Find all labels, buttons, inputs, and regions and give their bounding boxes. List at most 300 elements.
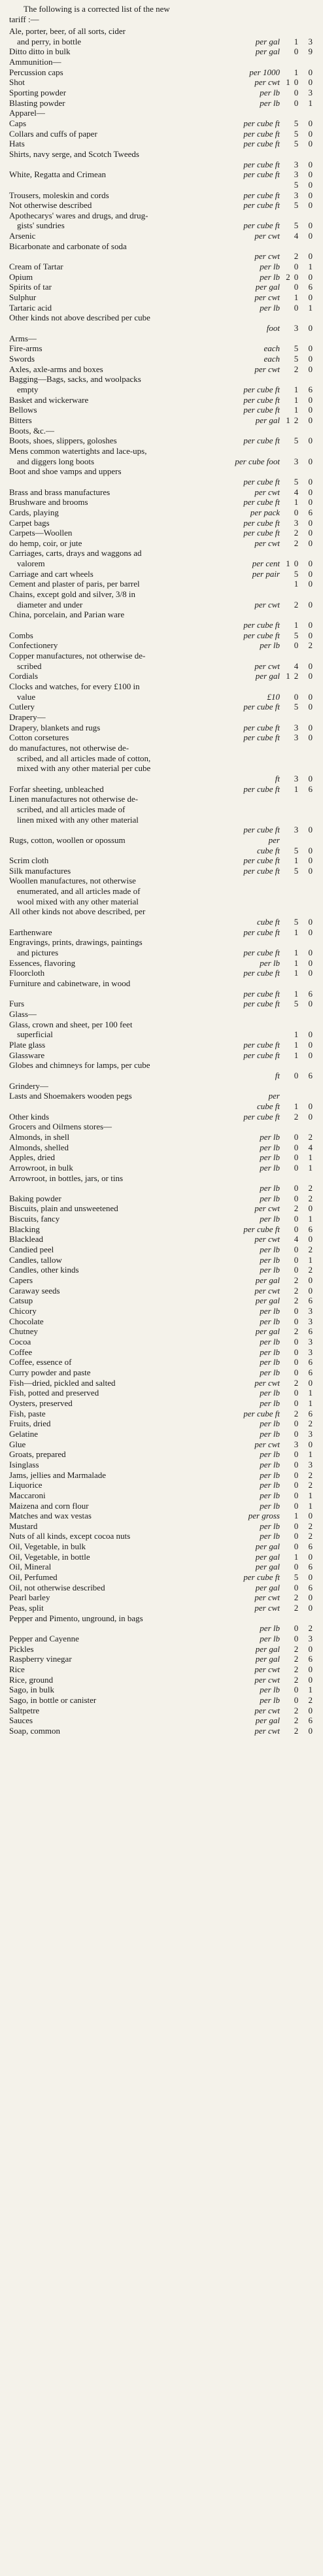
- tariff-duty: 0 2: [294, 1520, 316, 1531]
- tariff-duty: 3 0: [294, 169, 316, 180]
- tariff-duty: 3 0: [294, 159, 316, 169]
- tariff-item: gists' sundries: [17, 220, 65, 231]
- tariff-item: Shot: [9, 77, 25, 88]
- tariff-item: wool mixed with any other material: [17, 896, 139, 906]
- tariff-unit: per: [268, 834, 280, 845]
- tariff-row: [9, 313, 316, 323]
- tariff-unit: per lb: [260, 1183, 280, 1194]
- tariff-row: [9, 1634, 316, 1644]
- tariff-row: [9, 1439, 316, 1450]
- tariff-row: [9, 200, 316, 211]
- tariff-row: [9, 354, 316, 364]
- tariff-row: [9, 528, 316, 538]
- tariff-row: [9, 1490, 316, 1501]
- tariff-item: Forfar sheeting, unbleached: [9, 783, 104, 794]
- tariff-item: Mens common watertights and lace-ups,: [9, 445, 147, 456]
- tariff-item: Fish—dried, pickled and salted: [9, 1377, 116, 1388]
- tariff-row: [9, 548, 316, 558]
- tariff-row: [9, 702, 316, 712]
- tariff-row: [9, 1224, 316, 1235]
- tariff-unit: each: [264, 354, 280, 364]
- tariff-duty: 1 0: [294, 1551, 316, 1562]
- tariff-row: [9, 343, 316, 354]
- tariff-item: Basket and wickerware: [9, 394, 89, 405]
- tariff-item: Curry powder and paste: [9, 1367, 91, 1377]
- tariff-row: [9, 569, 316, 579]
- tariff-unit: per lb: [260, 1357, 280, 1367]
- tariff-item: Arsenic: [9, 231, 36, 241]
- tariff-item: Brushware and brooms: [9, 497, 88, 507]
- tariff-item: Earthenware: [9, 927, 52, 937]
- tariff-item: Oil, not otherwise described: [9, 1582, 105, 1592]
- tariff-item: Boots, &c.—: [9, 425, 54, 436]
- tariff-duty: 0 6: [294, 282, 316, 292]
- tariff-unit: per cube ft: [243, 1408, 280, 1418]
- tariff-item: Apothecarys' wares and drugs, and drug-: [9, 210, 148, 220]
- tariff-unit: per cube ft: [243, 220, 280, 231]
- tariff-duty: 1 0: [294, 579, 316, 589]
- tariff-row: [9, 1572, 316, 1583]
- tariff-row: [9, 1337, 316, 1347]
- tariff-duty: 0 3: [294, 87, 316, 97]
- tariff-duty: 5 0: [294, 999, 316, 1009]
- tariff-duty: 1 0: [294, 497, 316, 507]
- tariff-duty: 2 0: [294, 538, 316, 548]
- tariff-unit: per lb: [260, 1520, 280, 1531]
- tariff-item: Grocers and Oilmens stores—: [9, 1122, 112, 1132]
- tariff-item: value: [17, 691, 36, 702]
- tariff-item: Collars and cuffs of paper: [9, 128, 97, 139]
- tariff-item: Other kinds not above described per cube: [9, 313, 150, 323]
- tariff-unit: per cube ft: [243, 825, 280, 835]
- tariff-item: Rugs, cotton, woollen or opossum: [9, 834, 126, 845]
- tariff-row: [9, 1234, 316, 1245]
- tariff-item: Sulphur: [9, 292, 37, 303]
- tariff-unit: per lb: [260, 1469, 280, 1480]
- intro-line-continued: tariff :—: [9, 14, 39, 24]
- section-heading: [9, 108, 316, 118]
- tariff-duty: 1 6: [294, 988, 316, 999]
- tariff-row: [9, 937, 316, 948]
- tariff-duty: 0 1: [294, 1490, 316, 1500]
- tariff-item: valorem: [17, 558, 45, 569]
- tariff-row: [9, 579, 316, 589]
- tariff-item: Essences, flavoring: [9, 957, 76, 968]
- tariff-unit: ft: [275, 773, 280, 783]
- tariff-row: [9, 507, 316, 518]
- section-heading: [9, 1122, 316, 1132]
- tariff-item: Sago, in bottle or canister: [9, 1694, 97, 1705]
- tariff-duty: 2 0: [294, 1643, 316, 1654]
- tariff-row: [9, 1480, 316, 1490]
- tariff-row: [9, 589, 316, 600]
- tariff-duty: 0 1: [294, 1449, 316, 1460]
- tariff-duty: 1 0: [294, 292, 316, 303]
- tariff-item: Biscuits, fancy: [9, 1214, 60, 1224]
- tariff-duty: 0 4: [294, 1142, 316, 1152]
- tariff-duty: 0 2: [294, 640, 316, 651]
- tariff-row: [9, 1583, 316, 1593]
- tariff-item: Apparel—: [9, 108, 45, 118]
- tariff-item: Candles, other kinds: [9, 1265, 79, 1275]
- tariff-row: [9, 784, 316, 795]
- tariff-item: Chicory: [9, 1306, 37, 1316]
- tariff-item: superficial: [17, 1029, 53, 1040]
- tariff-duty: 0 2: [294, 1469, 316, 1480]
- tariff-duty: 1 0: [294, 67, 316, 77]
- tariff-unit: per cwt: [254, 1234, 280, 1245]
- tariff-unit: per cube ft: [243, 865, 280, 876]
- tariff-duty: 5 0: [294, 476, 316, 487]
- tariff-unit: per: [268, 1091, 280, 1101]
- tariff-duty: 2 6: [294, 1326, 316, 1337]
- tariff-duty: 3 0: [294, 323, 316, 334]
- tariff-unit: per cube ft: [243, 1039, 280, 1050]
- tariff-item: Opium: [9, 271, 33, 282]
- tariff-duty: 0 2: [294, 1694, 316, 1705]
- tariff-unit: per cube ft: [243, 1111, 280, 1122]
- tariff-duty: 0 6: [294, 1541, 316, 1552]
- tariff-row: [9, 1286, 316, 1296]
- tariff-row: [9, 211, 316, 221]
- tariff-item: Sago, in bulk: [9, 1685, 54, 1695]
- tariff-item: Caraway seeds: [9, 1285, 60, 1296]
- tariff-duty: 1 0: [294, 1039, 316, 1050]
- tariff-row: [9, 1255, 316, 1265]
- tariff-duty: 5 0: [294, 865, 316, 876]
- tariff-duty: 0 1: [294, 1685, 316, 1695]
- tariff-row: [9, 1265, 316, 1275]
- tariff-item: Hats: [9, 139, 25, 149]
- tariff-duty: 3 0: [294, 773, 316, 783]
- tariff-item: Apples, dried: [9, 1152, 56, 1163]
- tariff-item: Trousers, moleskin and cords: [9, 190, 109, 200]
- section-heading: [9, 1009, 316, 1020]
- tariff-item: Rice: [9, 1664, 25, 1674]
- tariff-row: [9, 978, 316, 989]
- tariff-duty: 2 0: [294, 1592, 316, 1603]
- tariff-item: Clocks and watches, for every £100 in: [9, 681, 140, 691]
- tariff-unit: per lb: [260, 1459, 280, 1469]
- tariff-unit: per lb: [260, 1254, 280, 1265]
- tariff-item: Globes and chimneys for lamps, per cube: [9, 1060, 150, 1071]
- tariff-unit: per cube ft: [243, 855, 280, 866]
- tariff-unit: per cwt: [254, 1439, 280, 1449]
- tariff-item: Mustard: [9, 1520, 38, 1531]
- tariff-row: [9, 825, 316, 835]
- tariff-duty: 0 3: [294, 1347, 316, 1357]
- tariff-item: Glassware: [9, 1050, 45, 1060]
- tariff-item: Raspberry vinegar: [9, 1654, 72, 1664]
- tariff-item: Isinglass: [9, 1459, 39, 1469]
- tariff-unit: per cube ft: [243, 497, 280, 507]
- tariff-item: Chains, except gold and silver, 3/8 in: [9, 589, 136, 600]
- tariff-item: Fruits, dried: [9, 1418, 51, 1429]
- tariff-unit: per lb: [260, 1265, 280, 1275]
- tariff-item: Pepper and Cayenne: [9, 1634, 79, 1644]
- tariff-unit: per gal: [255, 1715, 280, 1726]
- tariff-item: Percussion caps: [9, 67, 63, 77]
- tariff-item: Maccaroni: [9, 1490, 46, 1500]
- tariff-duty: 0 2: [294, 1183, 316, 1194]
- tariff-row: [9, 1592, 316, 1603]
- tariff-duty: 0 1: [294, 1398, 316, 1408]
- tariff-duty: 0 3: [294, 1428, 316, 1439]
- tariff-unit: per gal: [255, 415, 280, 425]
- tariff-row: [9, 1029, 316, 1040]
- tariff-unit: per cube ft: [243, 630, 280, 640]
- tariff-row: [9, 118, 316, 129]
- tariff-row: [9, 139, 316, 149]
- tariff-unit: per cwt: [254, 231, 280, 241]
- tariff-unit: per cube foot: [235, 456, 280, 466]
- tariff-duty: 3 0: [294, 456, 316, 466]
- tariff-duty: 2 0: [294, 1377, 316, 1388]
- tariff-row: [9, 640, 316, 651]
- tariff-unit: per gal: [255, 1562, 280, 1572]
- tariff-unit: per cwt: [254, 1603, 280, 1613]
- tariff-item: Almonds, in shell: [9, 1131, 70, 1142]
- tariff-item: Candied peel: [9, 1245, 54, 1255]
- tariff-duty: 3 0: [294, 732, 316, 743]
- tariff-row: [9, 1040, 316, 1050]
- tariff-item: Pearl barley: [9, 1592, 50, 1603]
- tariff-row: [9, 477, 316, 487]
- tariff-unit: per 1000: [249, 67, 280, 77]
- tariff-row: [9, 1664, 316, 1675]
- tariff-row: [9, 231, 316, 241]
- tariff-row: [9, 948, 316, 958]
- tariff-row: [9, 917, 316, 927]
- tariff-duty: 0 1: [294, 97, 316, 108]
- tariff-row: [9, 1326, 316, 1337]
- tariff-duty: 5 0: [294, 179, 316, 190]
- tariff-duty: 0 6: [294, 507, 316, 517]
- tariff-duty: 5 0: [294, 343, 316, 354]
- tariff-row: [9, 149, 316, 160]
- tariff-row: [9, 794, 316, 804]
- tariff-unit: per gal: [255, 1654, 280, 1664]
- tariff-item: Lasts and Shoemakers wooden pegs: [9, 1091, 132, 1101]
- tariff-row: [9, 1398, 316, 1409]
- tariff-row: [9, 1613, 316, 1624]
- tariff-duty: 2 0: [294, 1664, 316, 1674]
- tariff-unit: per lb: [260, 262, 280, 272]
- tariff-duty: 2 0: [294, 1725, 316, 1736]
- tariff-item: Caps: [9, 118, 26, 128]
- tariff-duty: 2 6: [294, 1296, 316, 1306]
- tariff-item: Rice, ground: [9, 1674, 54, 1685]
- tariff-row: [9, 436, 316, 446]
- tariff-item: Oil, Vegetable, in bottle: [9, 1551, 90, 1562]
- tariff-unit: per cube ft: [243, 139, 280, 149]
- tariff-row: [9, 1316, 316, 1327]
- tariff-item: Biscuits, plain and unsweetened: [9, 1203, 118, 1214]
- tariff-unit: per cwt: [254, 251, 280, 262]
- tariff-item: Liquorice: [9, 1480, 42, 1490]
- tariff-unit: per lb: [260, 640, 280, 651]
- tariff-row: [9, 303, 316, 313]
- tariff-duty: 1 0: [294, 1511, 316, 1521]
- tariff-duty: 1 6: [294, 384, 316, 394]
- tariff-item: Candles, tallow: [9, 1254, 62, 1265]
- tariff-unit: per cube ft: [243, 436, 280, 446]
- tariff-item: Almonds, shelled: [9, 1142, 69, 1152]
- tariff-row: [9, 1163, 316, 1173]
- tariff-duty: 3 0: [294, 190, 316, 200]
- tariff-unit: per lb: [260, 1480, 280, 1490]
- tariff-row: [9, 763, 316, 774]
- tariff-row: [9, 190, 316, 201]
- tariff-item: Cutlery: [9, 702, 35, 712]
- tariff-item: empty: [17, 384, 39, 394]
- tariff-unit: per cube ft: [243, 528, 280, 538]
- tariff-unit: per cube ft: [243, 968, 280, 978]
- tariff-row: [9, 1378, 316, 1388]
- tariff-row: [9, 1183, 316, 1194]
- tariff-unit: per lb: [260, 1214, 280, 1224]
- tariff-item: mixed with any other material per cube: [17, 763, 151, 774]
- tariff-duty: 0 1: [294, 262, 316, 272]
- tariff-row: [9, 446, 316, 456]
- tariff-duty: 1 0: [294, 948, 316, 958]
- tariff-duty: 2 0: [294, 1203, 316, 1214]
- tariff-unit: per cube ft: [243, 1224, 280, 1234]
- tariff-row: [9, 220, 316, 231]
- tariff-row: [9, 1449, 316, 1460]
- tariff-item: Shirts, navy serge, and Scotch Tweeds: [9, 148, 139, 159]
- tariff-row: [9, 968, 316, 978]
- tariff-unit: per cube ft: [243, 702, 280, 712]
- tariff-row: [9, 77, 316, 88]
- tariff-row: [9, 927, 316, 938]
- tariff-row: [9, 610, 316, 620]
- tariff-row: [9, 866, 316, 876]
- tariff-row: [9, 753, 316, 764]
- tariff-duty: 0 3: [294, 1634, 316, 1644]
- intro-line: The following is a corrected list of the new: [24, 4, 170, 14]
- tariff-item: Ale, porter, beer, of all sorts, cider: [9, 26, 126, 36]
- tariff-duty: 2 0: [294, 1603, 316, 1613]
- tariff-row: [9, 405, 316, 415]
- tariff-item: Sporting powder: [9, 87, 67, 97]
- tariff-duty: 0 6: [294, 1562, 316, 1572]
- tariff-unit: per cube ft: [243, 1050, 280, 1060]
- tariff-unit: per lb: [260, 1337, 280, 1347]
- tariff-row: [9, 1142, 316, 1153]
- tariff-duty: 0 6: [294, 1582, 316, 1592]
- tariff-item: Baking powder: [9, 1193, 61, 1203]
- tariff-duty: 2 0: [294, 1705, 316, 1715]
- tariff-unit: per cube ft: [243, 988, 280, 999]
- tariff-item: Coffee, essence of: [9, 1357, 72, 1367]
- tariff-row: [9, 37, 316, 47]
- tariff-row: [9, 1050, 316, 1061]
- tariff-row: [9, 835, 316, 846]
- tariff-unit: per cube ft: [243, 927, 280, 937]
- tariff-row: [9, 620, 316, 630]
- tariff-unit: per lb: [260, 1347, 280, 1357]
- tariff-unit: per lb: [260, 1694, 280, 1705]
- tariff-row: [9, 518, 316, 528]
- tariff-unit: per cube ft: [243, 405, 280, 415]
- tariff-duty: 2 0: [294, 1275, 316, 1286]
- tariff-unit: per lb: [260, 97, 280, 108]
- tariff-item: and perry, in bottle: [17, 36, 82, 46]
- tariff-duty: 2 0: [294, 364, 316, 374]
- tariff-duty: 4 0: [294, 231, 316, 241]
- tariff-item: Silk manufactures: [9, 865, 71, 876]
- tariff-row: [9, 897, 316, 907]
- tariff-item: Arms—: [9, 333, 37, 343]
- tariff-row: [9, 1060, 316, 1071]
- tariff-duty: 1 0: [294, 1101, 316, 1111]
- tariff-row: [9, 88, 316, 98]
- tariff-row: [9, 846, 316, 856]
- tariff-duty: 0 3: [294, 1337, 316, 1347]
- tariff-item: Boot and shoe vamps and uppers: [9, 466, 122, 477]
- tariff-item: Drapery—: [9, 712, 46, 722]
- tariff-duty: 2 0: [294, 599, 316, 610]
- tariff-row: [9, 1562, 316, 1572]
- tariff-unit: per lb: [260, 1685, 280, 1695]
- tariff-duty: 10 0: [286, 77, 316, 88]
- tariff-unit: cube ft: [256, 917, 280, 927]
- tariff-item: Blacking: [9, 1224, 40, 1234]
- tariff-item: Glass—: [9, 1009, 37, 1019]
- tariff-row: [9, 1470, 316, 1481]
- tariff-duty: 4 0: [294, 1234, 316, 1245]
- tariff-duty: 3 0: [294, 517, 316, 528]
- tariff-duty: 1 0: [294, 394, 316, 405]
- tariff-duty: 0 3: [294, 1459, 316, 1469]
- tariff-unit: per lb: [260, 1428, 280, 1439]
- tariff-item: and diggers long boots: [17, 456, 95, 466]
- tariff-item: Cocoa: [9, 1337, 31, 1347]
- tariff-row: [9, 1460, 316, 1470]
- tariff-item: Oysters, preserved: [9, 1398, 73, 1408]
- tariff-row: [9, 129, 316, 139]
- tariff-duty: 1 0: [294, 1029, 316, 1040]
- tariff-row: [9, 1726, 316, 1736]
- tariff-item: Chutney: [9, 1326, 39, 1337]
- tariff-item: Not otherwise described: [9, 200, 92, 211]
- tariff-unit: per gal: [255, 1551, 280, 1562]
- tariff-duty: 5 0: [294, 845, 316, 855]
- tariff-duty: 0 2: [294, 1193, 316, 1203]
- tariff-item: Cotton corsetures: [9, 732, 69, 743]
- tariff-duty: 0 1: [294, 1214, 316, 1224]
- tariff-item: Confectionery: [9, 640, 58, 651]
- tariff-unit: per cube ft: [243, 169, 280, 180]
- tariff-item: Linen manufactures not otherwise de-: [9, 794, 139, 804]
- tariff-unit: per cube ft: [243, 620, 280, 630]
- tariff-unit: per lb: [260, 1634, 280, 1644]
- tariff-duty: 0 6: [294, 1357, 316, 1367]
- tariff-item: Tartaric acid: [9, 302, 52, 313]
- tariff-row: [9, 743, 316, 753]
- tariff-unit: per gal: [255, 282, 280, 292]
- tariff-duty: 5 0: [294, 436, 316, 446]
- tariff-unit: per cube ft: [243, 948, 280, 958]
- tariff-row: [9, 1173, 316, 1184]
- tariff-duty: 5 0: [294, 917, 316, 927]
- tariff-duty: 1 0: [294, 1050, 316, 1060]
- tariff-row: [9, 1654, 316, 1664]
- tariff-item: Engravings, prints, drawings, paintings: [9, 937, 143, 948]
- tariff-row: [9, 1501, 316, 1511]
- tariff-row: [9, 538, 316, 549]
